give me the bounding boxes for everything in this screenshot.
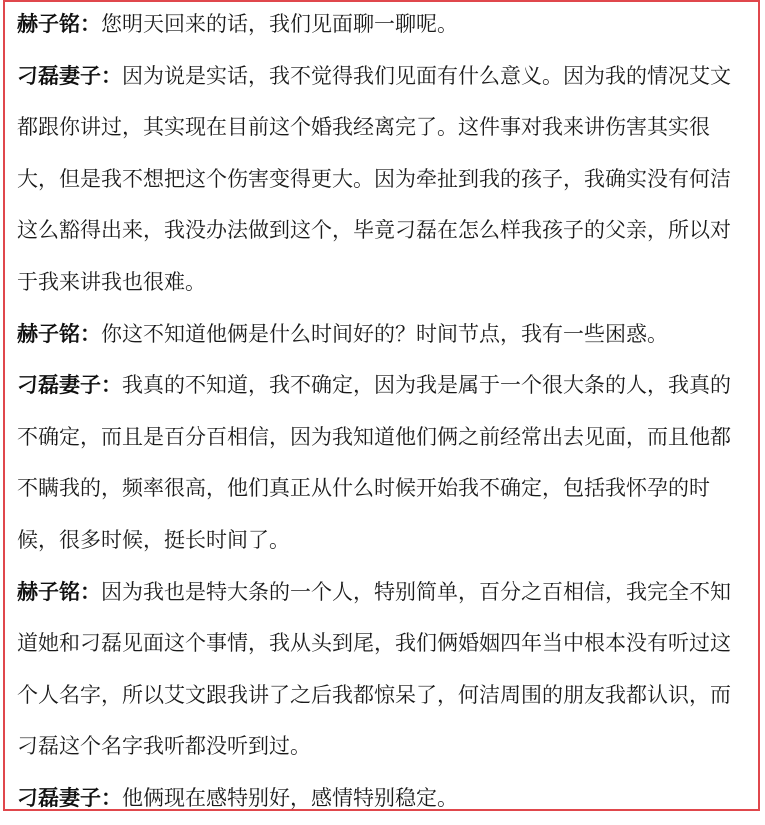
- speaker-name: 刁磊妻子：: [17, 63, 122, 88]
- dialogue-line-1: [17, 0, 745, 51]
- dialogue-line-5: [17, 567, 745, 773]
- speaker-name: 赫子铭：: [17, 321, 101, 346]
- dialogue-line-2: [17, 51, 745, 309]
- speaker-name: 刁磊妻子：: [17, 785, 122, 810]
- dialogue-text: 他俩现在感特别好，感情特别稳定。: [122, 785, 458, 810]
- speaker-name: 赫子铭：: [17, 12, 101, 36]
- dialogue-text: 因为说是实话，我不觉得我们见面有什么意义。因为我的情况艾文都跟你讲过，其实现在目前这个婚我经离完了。这件事对我来讲伤害其实很大，但是我不想把这个伤害变得更大。因为牵扯到我的孩子，我确实没有何洁这么豁得出来，我没办法做到这个，毕竟刁磊在怎么样我孩子的父亲，所以对于我来讲我也很难。: [17, 63, 731, 294]
- dialogue-text: 您明天回来的话，我们见面聊一聊呢。: [101, 12, 458, 36]
- dialogue-text: 因为我也是特大条的一个人，特别简单，百分之百相信，我完全不知道她和刁磊见面这个事情，我从头到尾，我们俩婚姻四年当中根本没有听过这个人名字，所以艾文跟我讲了之后我都惊呆了，何洁周围的朋友我都认识，而刁磊这个名字我听都没听到过。: [17, 579, 731, 759]
- dialogue-line-4: [17, 360, 745, 566]
- dialogue-text: 你这不知道他俩是什么时间好的？时间节点，我有一些困惑。: [101, 321, 668, 346]
- dialogue-transcript: [17, 0, 745, 825]
- speaker-name: 赫子铭：: [17, 579, 101, 604]
- speaker-name: 刁磊妻子：: [17, 373, 122, 398]
- dialogue-text: 我真的不知道，我不确定，因为我是属于一个很大条的人，我真的不确定，而且是百分百相信，因为我知道他们俩之前经常出去见面，而且他都不瞒我的，频率很高，他们真正从什么时候开始我不确定，包括我怀孕的时候，很多时候，挺长时间了。: [17, 373, 731, 552]
- dialogue-line-3: [17, 309, 745, 361]
